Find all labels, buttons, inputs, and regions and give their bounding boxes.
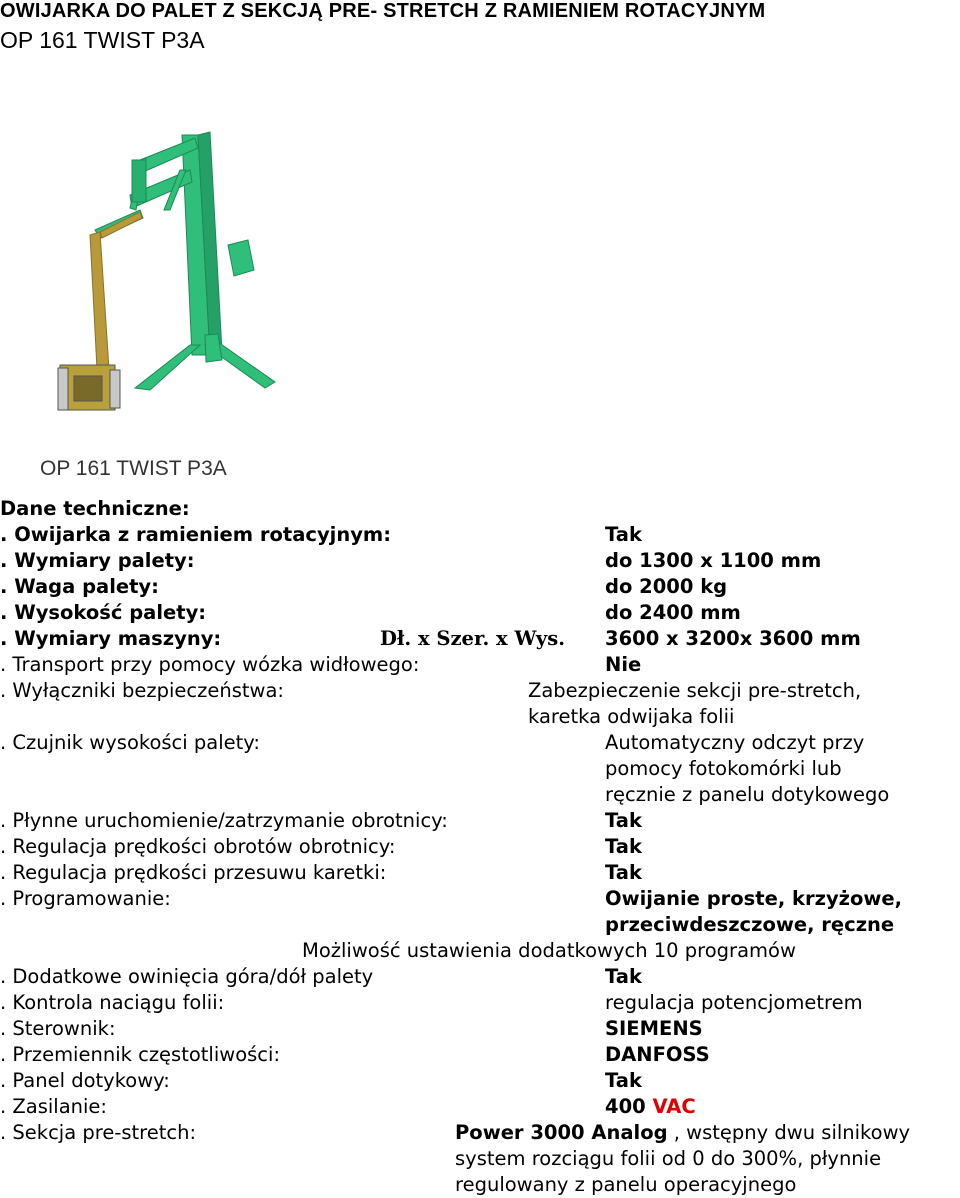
spec-value-pallet-weight: do 2000 kg — [605, 575, 728, 598]
spec-label-safety-switches: . Wyłączniki bezpieczeństwa: — [0, 679, 284, 702]
spec-value-extra-wraps: Tak — [605, 965, 642, 988]
model-title: OP 161 TWIST P3A — [0, 27, 205, 53]
spec-value-controller: SIEMENS — [605, 1017, 703, 1040]
spec-value-height-sensor-2: pomocy fotokomórki lub — [605, 757, 842, 780]
machine-illustration — [40, 120, 290, 420]
spec-label-soft-start: . Płynne uruchomienie/zatrzymanie obrotnicy: — [0, 809, 448, 832]
spec-value-height-sensor: Automatyczny odczyt przy — [605, 731, 865, 754]
spec-label-power-supply: . Zasilanie: — [0, 1095, 107, 1118]
spec-label-forklift: . Transport przy pomocy wózka widłowego: — [0, 653, 420, 676]
spec-label-controller: . Sterownik: — [0, 1017, 116, 1040]
spec-value-power-supply — [605, 1094, 696, 1120]
spec-value-pallet-height: do 2400 mm — [605, 601, 741, 624]
spec-value-power-voltage: 400 — [605, 1095, 653, 1118]
spec-value-inverter: DANFOSS — [605, 1043, 710, 1066]
spec-label-machine-size: . Wymiary maszyny: — [0, 627, 222, 650]
spec-label-carriage-speed: . Regulacja prędkości przesuwu karetki: — [0, 861, 387, 884]
spec-label-extra-wraps: . Dodatkowe owinięcia góra/dół palety — [0, 965, 374, 988]
spec-value-touch-panel: Tak — [605, 1069, 642, 1092]
spec-value-pre-stretch-2: system rozciągu folii od 0 do 300%, płynnie — [455, 1147, 882, 1170]
spec-sublabel-machine-size: Dł. x Szer. x Wys. — [380, 627, 566, 650]
spec-label-film-tension: . Kontrola naciągu folii: — [0, 991, 225, 1014]
spec-value-pre-stretch-3: regulowany z panelu operacyjnego — [455, 1173, 797, 1196]
spec-value-pallet-size: do 1300 x 1100 mm — [605, 549, 822, 572]
spec-label-programming: . Programowanie: — [0, 887, 171, 910]
spec-value-rotary-arm: Tak — [605, 523, 642, 546]
spec-value-height-sensor-3: ręcznie z panelu dotykowego — [605, 783, 890, 806]
spec-value-carriage-speed: Tak — [605, 861, 642, 884]
spec-label-pallet-height: . Wysokość palety: — [0, 601, 207, 624]
spec-value-programming-2: przeciwdeszczowe, ręczne — [605, 913, 895, 936]
spec-value-pre-stretch-model: Power 3000 Analog — [455, 1121, 668, 1144]
spec-value-power-unit: VAC — [652, 1095, 696, 1118]
spec-value-film-tension: regulacja potencjometrem — [605, 991, 863, 1014]
spec-value-forklift: Nie — [605, 653, 642, 676]
spec-label-height-sensor: . Czujnik wysokości palety: — [0, 731, 260, 754]
spec-label-touch-panel: . Panel dotykowy: — [0, 1069, 170, 1092]
spec-note-programming: Możliwość ustawienia dodatkowych 10 programów — [302, 939, 796, 962]
spec-label-pallet-size: . Wymiary palety: — [0, 549, 195, 572]
spec-label-inverter: . Przemiennik częstotliwości: — [0, 1043, 281, 1066]
spec-value-soft-start: Tak — [605, 809, 642, 832]
spec-value-programming: Owijanie proste, krzyżowe, — [605, 887, 903, 910]
document-title: OWIJARKA DO PALET Z SEKCJĄ PRE- STRETCH Z RAMIENIEM ROTACYJNYM — [0, 0, 766, 22]
image-caption: OP 161 TWIST P3A — [40, 457, 227, 480]
spec-value-turntable-speed: Tak — [605, 835, 642, 858]
spec-label-pre-stretch: . Sekcja pre-stretch: — [0, 1121, 197, 1144]
spec-value-safety-switches: Zabezpieczenie sekcji pre-stretch, — [528, 679, 862, 702]
spec-value-machine-size: 3600 x 3200x 3600 mm — [605, 627, 861, 650]
spec-label-rotary-arm: . Owijarka z ramieniem rotacyjnym: — [0, 523, 392, 546]
spec-value-pre-stretch-desc: , wstępny dwu silnikowy — [667, 1121, 911, 1144]
spec-value-pre-stretch — [455, 1120, 910, 1146]
spec-label-turntable-speed: . Regulacja prędkości obrotów obrotnicy: — [0, 835, 396, 858]
spec-value-safety-switches-2: karetka odwijaka folii — [528, 705, 735, 728]
specs-heading: Dane techniczne: — [0, 497, 190, 520]
spec-label-pallet-weight: . Waga palety: — [0, 575, 159, 598]
